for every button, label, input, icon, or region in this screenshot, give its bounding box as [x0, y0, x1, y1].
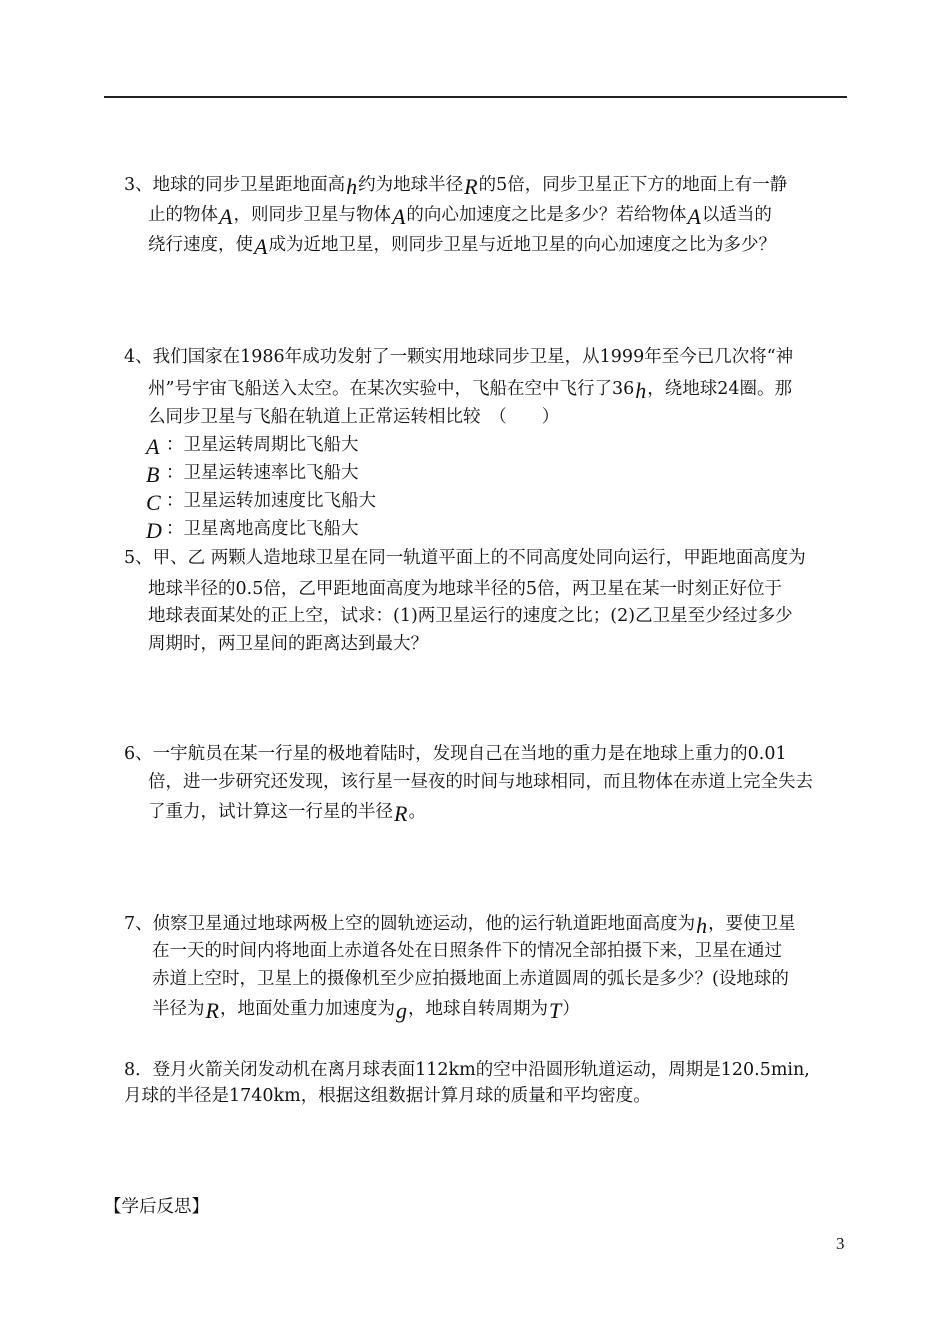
text: ，地面处重力加速度为 — [219, 999, 395, 1019]
text: 绕行速度，使 — [148, 235, 253, 255]
option-letter: A — [146, 434, 160, 459]
text: 7、侦察卫星通过地球两极上空的圆轨迹运动，他的运行轨道距地面高度为 — [124, 914, 696, 934]
q6-line-2: 倍，进一步研究还发现，该行星一昼夜的时间与地球相同，而且物体在赤道上完全失去 — [148, 772, 813, 792]
q7-line-1 — [124, 909, 796, 937]
q8-line-2: 月球的半径是1740km，根据这组数据计算月球的质量和平均密度。 — [124, 1086, 651, 1106]
q4-option-a — [146, 430, 359, 458]
reflection-heading: 【学后反思】 — [104, 1197, 209, 1217]
q3-line-1 — [124, 170, 787, 198]
q7-line-2: 在一天的时间内将地面上赤道各处在日照条件下的情况全部拍摄下来，卫星在通过 — [152, 941, 782, 961]
option-text: ：卫星运转周期比飞船大 — [166, 435, 359, 455]
var-A: A — [254, 234, 268, 259]
var-g: g — [395, 998, 407, 1023]
q4-option-d — [146, 514, 359, 542]
var-A: A — [391, 204, 406, 229]
text: 3、地球的同步卫星距地面高 — [124, 175, 346, 195]
var-h: h — [346, 174, 358, 199]
text: ） — [562, 999, 580, 1019]
var-A: A — [687, 204, 701, 229]
q7-line-3: 赤道上空时，卫星上的摄像机至少应拍摄地面上赤道圆周的弧长是多少？(设地球的 — [152, 969, 789, 989]
var-R: R — [394, 801, 408, 826]
q4-option-b — [146, 458, 359, 486]
q7-line-4 — [152, 994, 580, 1022]
text: ，地球自转周期为 — [407, 999, 548, 1019]
text: ，绕地球24圈。那 — [647, 379, 792, 399]
var-h: h — [635, 378, 647, 403]
q3-line-3 — [148, 230, 776, 258]
header-rule — [104, 96, 847, 98]
text: 州”号宇宙飞船送入太空。在某次实验中，飞船在空中飞行了36 — [148, 379, 635, 399]
text: 。 — [408, 802, 426, 822]
q8-line-1: 8．登月火箭关闭发动机在离月球表面112km的空中沿圆形轨道运动，周期是120.5min, — [124, 1060, 810, 1080]
text: 了重力，试计算这一行星的半径 — [148, 802, 393, 822]
text: ，要使卫星 — [708, 914, 796, 934]
text: 的5倍，同步卫星正下方的地面上有一静 — [478, 175, 788, 195]
option-text: ：卫星运转速率比飞船大 — [166, 463, 359, 483]
q5-line-4: 周期时，两卫星间的距离达到最大？ — [148, 634, 428, 654]
q4-option-c — [146, 486, 376, 514]
text: ，则同步卫星与物体 — [233, 205, 391, 225]
text: 以适当的 — [701, 205, 772, 225]
text: 约为地球半径 — [358, 175, 464, 195]
q4-line-2 — [148, 374, 792, 402]
q4-line-1: 4、我们国家在1986年成功发射了一颗实用地球同步卫星，从1999年至今已几次将“神 — [124, 347, 794, 367]
text: 成为近地卫星，则同步卫星与近地卫星的向心加速度之比为多少？ — [268, 235, 776, 255]
var-A: A — [219, 204, 233, 229]
var-R: R — [464, 174, 478, 199]
text: 的向心加速度之比是多少？若给物体 — [406, 205, 687, 225]
q5-line-3: 地球表面某处的正上空，试求：(1)两卫星运行的速度之比；(2)乙卫星至少经过多少 — [148, 606, 793, 626]
var-T: T — [548, 998, 562, 1023]
page-number: 3 — [836, 1234, 845, 1253]
option-text: ：卫星运转加速度比飞船大 — [166, 491, 376, 511]
text: 半径为 — [152, 999, 205, 1019]
option-text: ：卫星离地高度比飞船大 — [166, 519, 359, 539]
q5-line-2: 地球半径的0.5倍，乙甲距地面高度为地球半径的5倍，两卫星在某一时刻正好位于 — [148, 579, 782, 599]
option-letter: D — [146, 518, 162, 543]
var-h: h — [696, 913, 708, 938]
option-letter: B — [146, 462, 160, 487]
q6-line-1: 6、一宇航员在某一行星的极地着陆时，发现自己在当地的重力是在地球上重力的0.01 — [124, 744, 787, 764]
q3-line-2 — [148, 200, 772, 228]
q6-line-3 — [148, 797, 426, 825]
var-R: R — [205, 998, 219, 1023]
q5-line-1: 5、甲、乙 两颗人造地球卫星在同一轨道平面上的不同高度处同向运行，甲距地面高度为 — [124, 548, 806, 568]
q4-line-3: 么同步卫星与飞船在轨道上正常运转相比较 （ ） — [148, 407, 560, 427]
option-letter: C — [146, 490, 161, 515]
text: 止的物体 — [148, 205, 218, 225]
